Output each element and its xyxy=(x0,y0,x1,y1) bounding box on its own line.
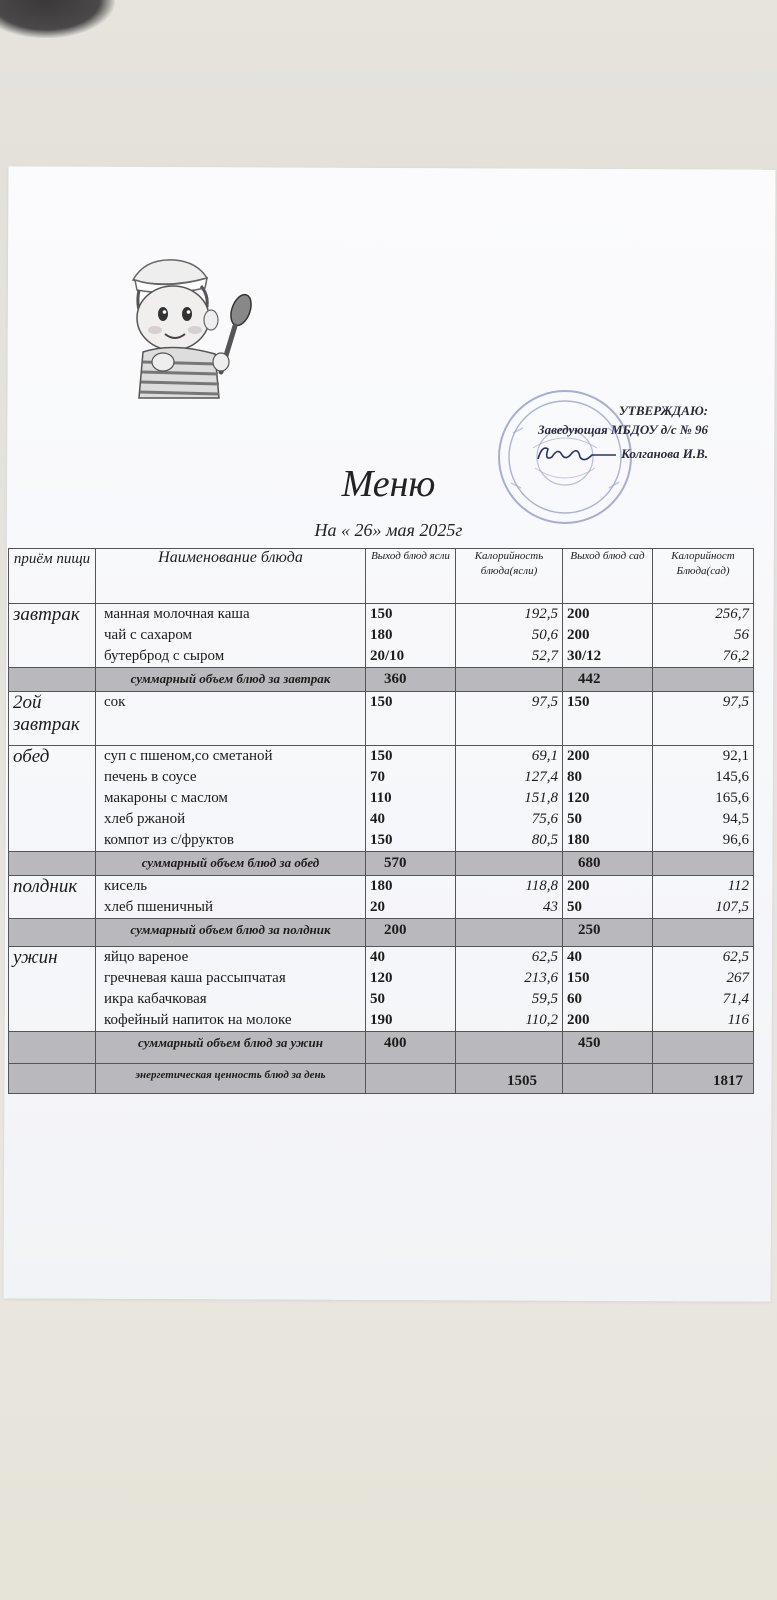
summary-label: суммарный объем блюд за обед xyxy=(96,852,366,876)
value: 110,2 xyxy=(525,1012,558,1028)
output-nursery xyxy=(366,876,456,919)
table-row xyxy=(9,746,754,852)
header-output-nursery: Выход блюд ясли xyxy=(366,549,456,604)
value: 145,6 xyxy=(715,769,749,785)
kcal-garden xyxy=(653,692,754,746)
value: 43 xyxy=(543,899,558,915)
dish-name: суп с пшеном,со сметаной xyxy=(104,748,273,764)
dish-name: гречневая каша рассыпчатая xyxy=(104,970,286,986)
value: 127,4 xyxy=(524,769,558,785)
value: 192,5 xyxy=(524,606,558,622)
header-kcal-nursery: Калорийность блюда(ясли) xyxy=(456,549,563,604)
summary-nursery: 360 xyxy=(366,668,456,692)
value: 62,5 xyxy=(531,949,558,965)
dish-name: печень в соусе xyxy=(104,769,197,785)
value: 20/10 xyxy=(370,648,405,664)
dish-list xyxy=(96,947,366,1032)
output-nursery xyxy=(366,604,456,668)
value: 150 xyxy=(370,832,393,848)
approval-heading: УТВЕРЖДАЮ: xyxy=(618,403,708,418)
kcal-nursery xyxy=(456,604,563,668)
dish-name: яйцо вареное xyxy=(104,949,189,965)
dish-name: бутерброд с сыром xyxy=(104,648,225,664)
output-nursery xyxy=(366,746,456,852)
meal-name: обед xyxy=(9,746,96,852)
value: 150 xyxy=(370,748,393,764)
value: 30/12 xyxy=(567,648,602,664)
table-header-row xyxy=(9,549,754,604)
value: 118,8 xyxy=(525,878,558,894)
value: 94,5 xyxy=(722,811,749,827)
value: 40 xyxy=(370,811,385,827)
header-meal: приём пищи xyxy=(9,549,96,604)
empty-cell xyxy=(366,1064,456,1094)
meal-name: завтрак xyxy=(9,604,96,668)
summary-garden: 680 xyxy=(563,852,653,876)
empty-cell xyxy=(456,668,563,692)
empty-cell xyxy=(456,919,563,947)
kcal-garden xyxy=(653,746,754,852)
dish-name: сок xyxy=(104,694,126,710)
output-nursery xyxy=(366,947,456,1032)
value: 50 xyxy=(567,899,582,915)
value: 59,5 xyxy=(531,991,558,1007)
value: 200 xyxy=(567,606,590,622)
value: 150 xyxy=(567,694,590,710)
value: 150 xyxy=(567,970,590,986)
dish-list xyxy=(96,876,366,919)
meal-name: 2ой завтрак xyxy=(9,692,96,746)
output-nursery xyxy=(366,692,456,746)
dish-name: хлеб ржаной xyxy=(104,811,186,827)
output-garden xyxy=(563,947,653,1032)
kcal-nursery xyxy=(456,746,563,852)
dish-name: кисель xyxy=(104,878,148,894)
empty-cell xyxy=(653,919,754,947)
dish-name: манная молочная каша xyxy=(104,606,250,622)
total-label: энергетическая ценность блюд за день xyxy=(96,1064,366,1094)
value: 71,4 xyxy=(722,991,749,1007)
kcal-nursery xyxy=(456,947,563,1032)
empty-cell xyxy=(9,852,96,876)
value: 112 xyxy=(727,878,749,894)
summary-nursery: 570 xyxy=(366,852,456,876)
output-garden xyxy=(563,692,653,746)
value: 62,5 xyxy=(722,949,749,965)
table-row xyxy=(9,604,754,668)
output-garden xyxy=(563,876,653,919)
value: 200 xyxy=(567,627,590,643)
value: 116 xyxy=(727,1012,749,1028)
empty-cell xyxy=(9,1032,96,1064)
total-kcal-nursery: 1505 xyxy=(456,1064,563,1094)
summary-label: суммарный объем блюд за полдник xyxy=(96,919,366,947)
summary-label: суммарный объем блюд за завтрак xyxy=(96,668,366,692)
dish-name: макароны с маслом xyxy=(104,790,228,806)
kcal-nursery xyxy=(456,876,563,919)
value: 110 xyxy=(370,790,392,806)
value: 97,5 xyxy=(531,694,558,710)
empty-cell xyxy=(456,852,563,876)
summary-nursery: 400 xyxy=(366,1032,456,1064)
approval-position: Заведующая МБДОУ д/с № 96 xyxy=(537,422,708,437)
value: 50,6 xyxy=(531,627,558,643)
table-row xyxy=(9,692,754,746)
table-row xyxy=(9,947,754,1032)
empty-cell xyxy=(9,1064,96,1094)
output-garden xyxy=(563,746,653,852)
value: 107,5 xyxy=(715,899,749,915)
value: 256,7 xyxy=(715,606,749,622)
summary-garden: 442 xyxy=(563,668,653,692)
empty-cell xyxy=(9,919,96,947)
value: 150 xyxy=(370,694,393,710)
value: 97,5 xyxy=(722,694,749,710)
summary-garden: 450 xyxy=(563,1032,653,1064)
value: 75,6 xyxy=(531,811,558,827)
dish-name: хлеб пшеничный xyxy=(104,899,213,915)
dish-list xyxy=(96,746,366,852)
value: 267 xyxy=(726,970,749,986)
header-dish-name: Наименование блюда xyxy=(96,549,366,604)
dish-list xyxy=(96,692,366,746)
menu-table xyxy=(8,548,754,1094)
background-object xyxy=(0,0,115,38)
meal-name: ужин xyxy=(9,947,96,1032)
dish-name: икра кабачковая xyxy=(104,991,207,1007)
page-title: Меню xyxy=(341,463,436,505)
value: 70 xyxy=(370,769,385,785)
value: 60 xyxy=(567,991,582,1007)
value: 213,6 xyxy=(524,970,558,986)
value: 180 xyxy=(370,627,393,643)
empty-cell xyxy=(653,852,754,876)
empty-cell xyxy=(456,1032,563,1064)
value: 150 xyxy=(370,606,393,622)
kcal-garden xyxy=(653,876,754,919)
menu-date: На « 26» мая 2025г xyxy=(314,520,463,540)
header-output-garden: Выход блюд сад xyxy=(563,549,653,604)
value: 56 xyxy=(734,627,749,643)
approval-name: Колганова И.В. xyxy=(621,446,708,461)
value: 200 xyxy=(567,1012,590,1028)
kcal-garden xyxy=(653,604,754,668)
dish-name: компот из с/фруктов xyxy=(104,832,234,848)
dish-list xyxy=(96,604,366,668)
value: 80 xyxy=(567,769,582,785)
output-garden xyxy=(563,604,653,668)
empty-cell xyxy=(9,668,96,692)
value: 69,1 xyxy=(531,748,558,764)
value: 165,6 xyxy=(715,790,749,806)
value: 190 xyxy=(370,1012,393,1028)
summary-nursery: 200 xyxy=(366,919,456,947)
dish-name: кофейный напиток на молоке xyxy=(104,1012,292,1028)
value: 200 xyxy=(567,878,590,894)
value: 120 xyxy=(567,790,590,806)
empty-cell xyxy=(653,1032,754,1064)
value: 50 xyxy=(370,991,385,1007)
empty-cell xyxy=(563,1064,653,1094)
value: 80,5 xyxy=(531,832,558,848)
chef-boy-illustration xyxy=(115,250,265,400)
empty-cell xyxy=(653,668,754,692)
value: 20 xyxy=(370,899,385,915)
value: 92,1 xyxy=(722,748,749,764)
total-kcal-garden: 1817 xyxy=(653,1064,754,1094)
table-row xyxy=(9,876,754,919)
dish-name: чай с сахаром xyxy=(104,627,193,643)
summary-row xyxy=(9,1032,754,1064)
meal-name: полдник xyxy=(9,876,96,919)
kcal-garden xyxy=(653,947,754,1032)
value: 40 xyxy=(370,949,385,965)
value: 180 xyxy=(370,878,393,894)
value: 180 xyxy=(567,832,590,848)
header-kcal-garden: Калорийност Блюда(сад) xyxy=(653,549,754,604)
summary-label: суммарный объем блюд за ужин xyxy=(96,1032,366,1064)
summary-garden: 250 xyxy=(563,919,653,947)
value: 120 xyxy=(370,970,393,986)
summary-row xyxy=(9,668,754,692)
value: 200 xyxy=(567,748,590,764)
value: 40 xyxy=(567,949,582,965)
value: 76,2 xyxy=(722,648,749,664)
total-row xyxy=(9,1064,754,1094)
value: 151,8 xyxy=(524,790,558,806)
value: 52,7 xyxy=(531,648,558,664)
approval-block xyxy=(493,403,708,467)
summary-row xyxy=(9,852,754,876)
summary-row xyxy=(9,919,754,947)
value: 96,6 xyxy=(722,832,749,848)
value: 50 xyxy=(567,811,582,827)
kcal-nursery xyxy=(456,692,563,746)
